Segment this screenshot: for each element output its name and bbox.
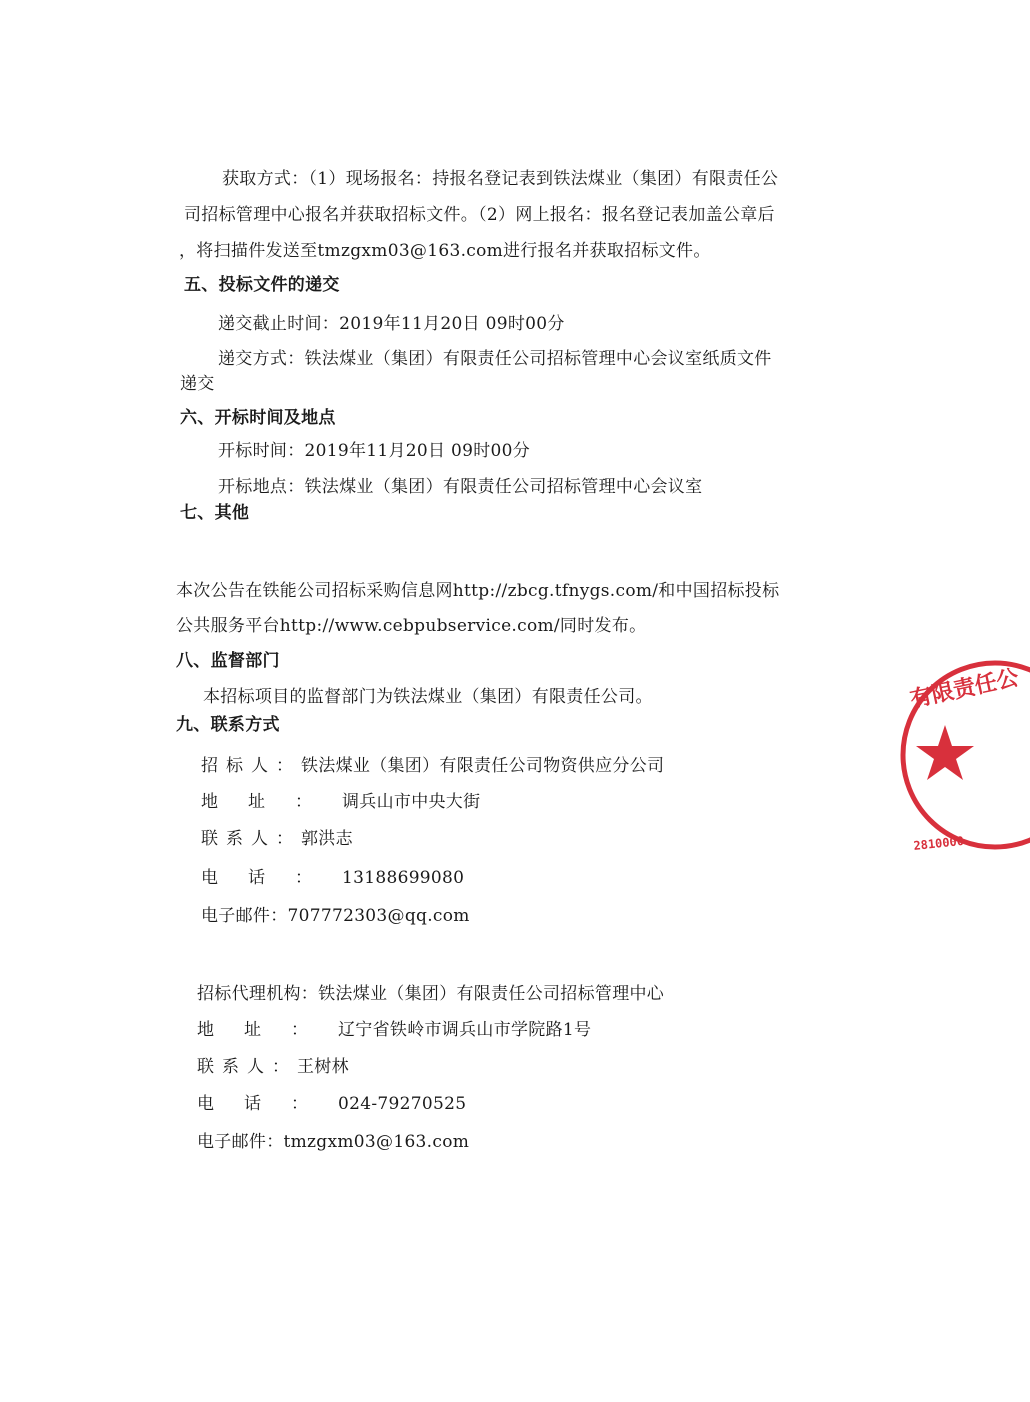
tenderer-contact-label: 联系人： bbox=[201, 829, 301, 849]
agency-email-value: tmzgxm03@163.com bbox=[283, 1132, 470, 1152]
company-seal bbox=[900, 655, 1030, 855]
agency-phone bbox=[197, 1093, 466, 1115]
agency-name-label: 招标代理机构： bbox=[197, 984, 319, 1004]
tenderer-phone bbox=[201, 867, 464, 889]
seal-star-icon bbox=[916, 725, 974, 780]
tenderer-address-value: 调兵山市中央大街 bbox=[342, 792, 481, 812]
opening-place: 开标地点：铁法煤业（集团）有限责任公司招标管理中心会议室 bbox=[218, 477, 703, 497]
agency-contact-label: 联系人： bbox=[197, 1057, 297, 1077]
tenderer-address bbox=[201, 791, 480, 813]
section5-heading: 五、投标文件的递交 bbox=[184, 275, 340, 295]
agency-address bbox=[197, 1019, 591, 1041]
agency-phone-label: 电话： bbox=[197, 1094, 338, 1114]
tenderer-name-value: 铁法煤业（集团）有限责任公司物资供应分公司 bbox=[301, 756, 665, 776]
acquisition-line-2: 司招标管理中心报名并获取招标文件。（2）网上报名：报名登记表加盖公章后 bbox=[184, 205, 775, 225]
acquisition-line-1: 获取方式：（1）现场报名：持报名登记表到铁法煤业（集团）有限责任公 bbox=[222, 169, 779, 189]
agency-phone-value: 024-79270525 bbox=[338, 1094, 467, 1114]
submission-deadline: 递交截止时间：2019年11月20日 09时00分 bbox=[218, 314, 565, 334]
agency-email bbox=[197, 1131, 469, 1153]
tenderer-contact bbox=[201, 828, 353, 850]
section7-heading: 七、其他 bbox=[180, 503, 250, 523]
tenderer-email-value: 707772303@qq.com bbox=[287, 906, 470, 926]
agency-contact-value: 王树林 bbox=[297, 1057, 349, 1077]
submission-method-line-2: 递交 bbox=[180, 374, 215, 394]
tenderer-email bbox=[201, 905, 470, 927]
agency-name-value: 铁法煤业（集团）有限责任公司招标管理中心 bbox=[318, 984, 665, 1004]
tenderer-name-label: 招标人： bbox=[201, 756, 301, 776]
agency-address-label: 地址： bbox=[197, 1020, 338, 1040]
publication-line-2: 公共服务平台http://www.cebpubservice.com/同时发布。 bbox=[176, 616, 647, 636]
submission-method-line-1: 递交方式：铁法煤业（集团）有限责任公司招标管理中心会议室纸质文件 bbox=[218, 349, 772, 369]
tenderer-name bbox=[201, 755, 664, 777]
section8-heading: 八、监督部门 bbox=[176, 651, 280, 671]
agency-address-value: 辽宁省铁岭市调兵山市学院路1号 bbox=[338, 1020, 592, 1040]
supervision-text: 本招标项目的监督部门为铁法煤业（集团）有限责任公司。 bbox=[203, 687, 653, 707]
agency-name bbox=[197, 983, 664, 1005]
tenderer-phone-label: 电话： bbox=[201, 868, 342, 888]
tenderer-email-label: 电子邮件： bbox=[201, 906, 288, 926]
seal-arc-text: 有限责任公 bbox=[908, 665, 1021, 713]
tenderer-contact-value: 郭洪志 bbox=[301, 829, 353, 849]
seal-number: 2810000 bbox=[912, 833, 965, 853]
section6-heading: 六、开标时间及地点 bbox=[180, 408, 336, 428]
opening-time: 开标时间：2019年11月20日 09时00分 bbox=[218, 441, 531, 461]
tenderer-phone-value: 13188699080 bbox=[342, 868, 465, 888]
tenderer-address-label: 地址： bbox=[201, 792, 342, 812]
publication-line-1: 本次公告在铁能公司招标采购信息网http://zbcg.tfnygs.com/和中国招标投标 bbox=[176, 581, 780, 601]
section9-heading: 九、联系方式 bbox=[176, 715, 280, 735]
acquisition-line-3: ，将扫描件发送至tmzgxm03@163.com进行报名并获取招标文件。 bbox=[179, 241, 711, 261]
agency-contact bbox=[197, 1056, 349, 1078]
agency-email-label: 电子邮件： bbox=[197, 1132, 284, 1152]
